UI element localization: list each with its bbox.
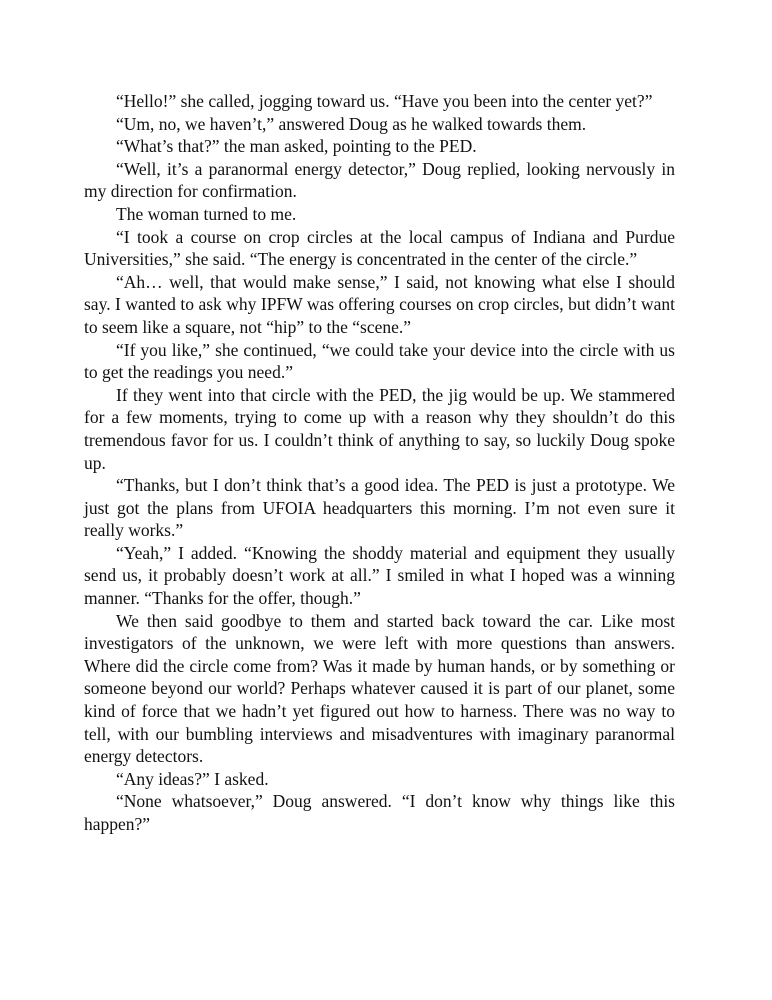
paragraph: “What’s that?” the man asked, pointing to the PED. (116, 136, 477, 157)
paragraph: “Any ideas?” I asked. (116, 768, 269, 789)
paragraph: “If you like,” she continued, “we could take your device into the circle with us to get the readings you need.” (84, 339, 675, 383)
paragraph: If they went into that circle with the PED, the jig would be up. We stammered for a few moments, trying to come up with a reason why they shouldn’t do this tremendous favor for us. I couldn’t think of anything to say, so luckily Doug spoke up. (84, 384, 675, 473)
page-body (84, 90, 675, 836)
paragraph: “I took a course on crop circles at the local campus of Indiana and Purdue Universities,” she said. “The energy is concentrated in the center of the circle.” (84, 226, 675, 270)
paragraph: The woman turned to me. (116, 203, 297, 224)
paragraph: “Hello!” she called, jogging toward us. “Have you been into the center yet?” (116, 91, 653, 111)
paragraph: “Ah… well, that would make sense,” I said, not knowing what else I should say. I wanted to ask why IPFW was offering courses on crop circles, but didn’t want to seem like a square, not “hip” to the “scene.” (84, 271, 675, 337)
paragraph: “None whatsoever,” Doug answered. “I don’t know why things like this happen?” (84, 791, 675, 834)
paragraph: “Yeah,” I added. “Knowing the shoddy material and equipment they usually send us, it probably doesn’t work at all.” I smiled in what I hoped was a winning manner. “Thanks for the offer, though.” (84, 542, 675, 609)
paragraph: “Um, no, we haven’t,” answered Doug as he walked towards them. (116, 113, 587, 134)
paragraph: We then said goodbye to them and started back toward the car. Like most investigators of the unknown, we were left with more questions than answers. Where did the circle come from? Was it made by human hands, or by something or someone beyond our world? Perhaps whatever caused it is part of our planet, some kind of force that we hadn’t yet figured out how to harness. There was no way to tell, with our bumbling interviews and misadventures with imaginary paranormal energy detectors. (84, 610, 675, 767)
paragraph: “Thanks, but I don’t think that’s a good idea. The PED is just a prototype. We just got the plans from UFOIA headquarters this morning. I’m not even sure it really works.” (84, 475, 675, 541)
paragraph: “Well, it’s a paranormal energy detector,” Doug replied, looking nervously in my direction for confirmation. (84, 158, 675, 202)
